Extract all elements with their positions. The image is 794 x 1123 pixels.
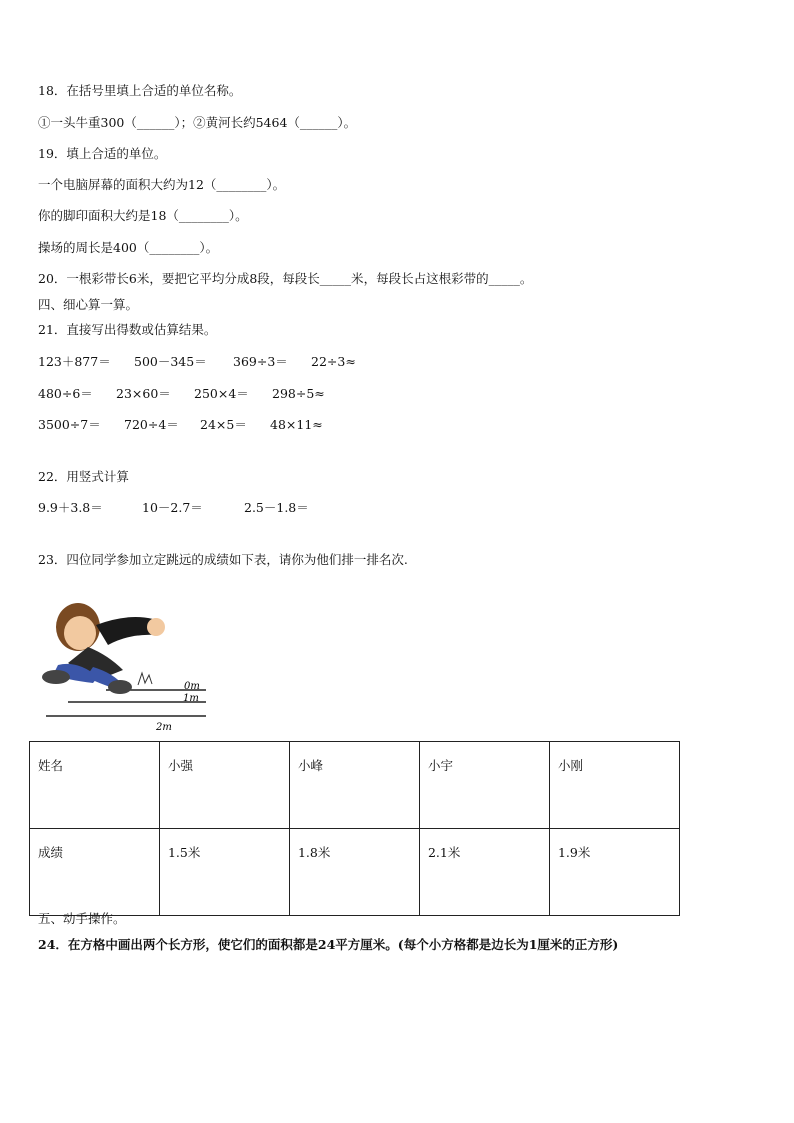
calc-item: 369÷3＝ (233, 354, 288, 369)
calc-item: 720÷4＝ (124, 417, 179, 432)
q23-title: 23．四位同学参加立定跳远的成绩如下表，请你为他们排一排名次. (38, 552, 408, 567)
table-cell: 1.8米 (289, 829, 419, 916)
table-row (30, 829, 680, 916)
table-cell: 1.9米 (549, 829, 679, 916)
table-cell: 1.5米 (159, 829, 289, 916)
score-table (29, 741, 680, 916)
calc-item: 123＋877＝ (38, 354, 111, 369)
table-cell: 成绩 (30, 829, 160, 916)
calc-item: 500－345＝ (134, 354, 207, 369)
table-header-cell: 小强 (159, 742, 289, 829)
table-header-cell: 姓名 (30, 742, 160, 829)
calc-item: 298÷5≈ (272, 386, 325, 401)
table-header-cell: 小宇 (419, 742, 549, 829)
q24-text: 24．在方格中画出两个长方形，使它们的面积都是24平方厘米。(每个小方格都是边长为1厘米的正方形) (38, 937, 619, 952)
calc-item: 10－2.7＝ (142, 500, 203, 515)
calc-item: 23×60＝ (116, 386, 171, 401)
section5-title: 五、动手操作。 (38, 911, 126, 926)
q18-line: ①一头牛重300（______）；②黄河长约5464（______）。 (38, 115, 357, 130)
table-header-cell: 小刚 (549, 742, 679, 829)
table-header-cell: 小峰 (289, 742, 419, 829)
calc-item: 22÷3≈ (311, 354, 356, 369)
section4-title: 四、细心算一算。 (38, 297, 139, 312)
calc-item: 9.9＋3.8＝ (38, 500, 103, 515)
figure-label-2m: 2m (156, 722, 172, 733)
calc-item: 2.5－1.8＝ (244, 500, 309, 515)
table-cell: 2.1米 (419, 829, 549, 916)
calc-item: 48×11≈ (270, 417, 323, 432)
calc-item: 3500÷7＝ (38, 417, 101, 432)
table-row (30, 742, 680, 829)
long-jump-illustration (38, 585, 218, 735)
q18-title: 18．在括号里填上合适的单位名称。 (38, 83, 242, 98)
q19-title: 19．填上合适的单位。 (38, 146, 167, 161)
calc-item: 480÷6＝ (38, 386, 93, 401)
calc-item: 24×5＝ (200, 417, 247, 432)
figure-label-0m: 0m (184, 681, 200, 692)
q21-title: 21．直接写出得数或估算结果。 (38, 322, 217, 337)
q20-text: 20．一根彩带长6米，要把它平均分成8段，每段长_____米，每段长占这根彩带的_____。 (38, 271, 533, 286)
calc-item: 250×4＝ (194, 386, 249, 401)
q19-line-1: 一个电脑屏幕的面积大约为12（________）。 (38, 177, 286, 192)
q19-line-3: 操场的周长是400（________）。 (38, 240, 219, 255)
figure-label-1m: 1m (183, 693, 199, 704)
q22-title: 22．用竖式计算 (38, 469, 129, 484)
q19-line-2: 你的脚印面积大约是18（________）。 (38, 208, 248, 223)
